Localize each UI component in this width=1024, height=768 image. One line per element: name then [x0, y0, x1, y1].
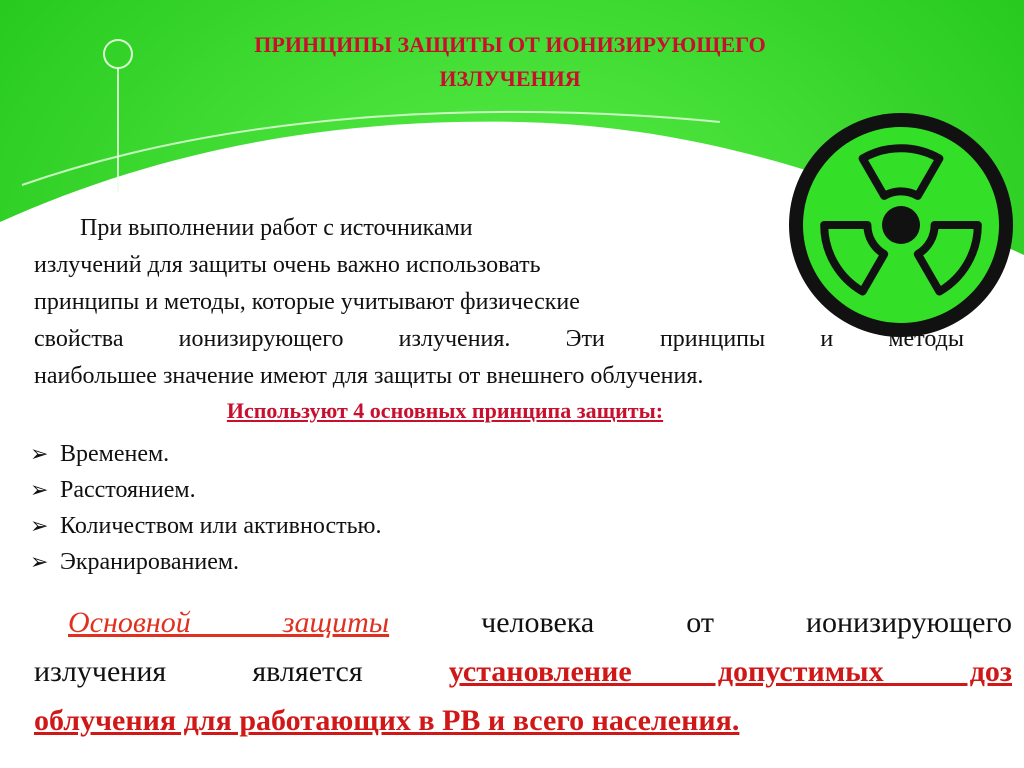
emphasis-main-protection: Основной защиты	[68, 606, 390, 639]
title-line-1: ПРИНЦИПЫ ЗАЩИТЫ ОТ ИОНИЗИРУЮЩЕГО	[254, 32, 766, 57]
conclusion-line-1	[34, 598, 1012, 647]
intro-line-2: излучений для защиты очень важно использовать	[34, 252, 541, 278]
principle-distance: Расстоянием.	[60, 477, 196, 503]
arrow-bullet-icon: ➢	[30, 513, 49, 538]
principle-shielding: Экранированием.	[60, 549, 240, 575]
conclusion-text-1: человека от ионизирующего	[389, 606, 1012, 639]
title-line-2: ИЗЛУЧЕНИЯ	[439, 66, 581, 91]
list-item	[30, 472, 381, 508]
principles-list	[30, 436, 381, 580]
arrow-bullet-icon: ➢	[30, 549, 49, 574]
principle-quantity: Количеством или активностью.	[60, 513, 382, 539]
arrow-bullet-icon: ➢	[30, 477, 49, 502]
conclusion-line-2	[34, 647, 1012, 696]
emphasis-workers-population: облучения для работающих в РВ и всего населения.	[34, 704, 740, 737]
conclusion-paragraph	[34, 598, 1012, 745]
list-item	[30, 508, 381, 544]
slide-title	[120, 28, 900, 96]
principles-heading: Используют 4 основных принципа защиты:	[226, 398, 664, 423]
intro-paragraph	[34, 210, 964, 395]
arrow-bullet-icon: ➢	[30, 441, 49, 466]
conclusion-text-2: излучения является	[34, 655, 449, 688]
conclusion-line-3	[34, 696, 1012, 745]
intro-line-5: наибольшее значение имеют для защиты от внешнего облучения.	[34, 363, 704, 389]
list-item	[30, 436, 381, 472]
intro-line-4: свойства ионизирующего излучения. Эти принципы и методы	[34, 326, 964, 352]
intro-line-1: При выполнении работ с источниками	[80, 215, 473, 241]
principle-time: Временем.	[60, 441, 170, 467]
emphasis-dose-limits: установление допустимых доз	[448, 655, 1012, 688]
list-item	[30, 544, 381, 580]
intro-line-3: принципы и методы, которые учитывают физические	[34, 289, 580, 315]
